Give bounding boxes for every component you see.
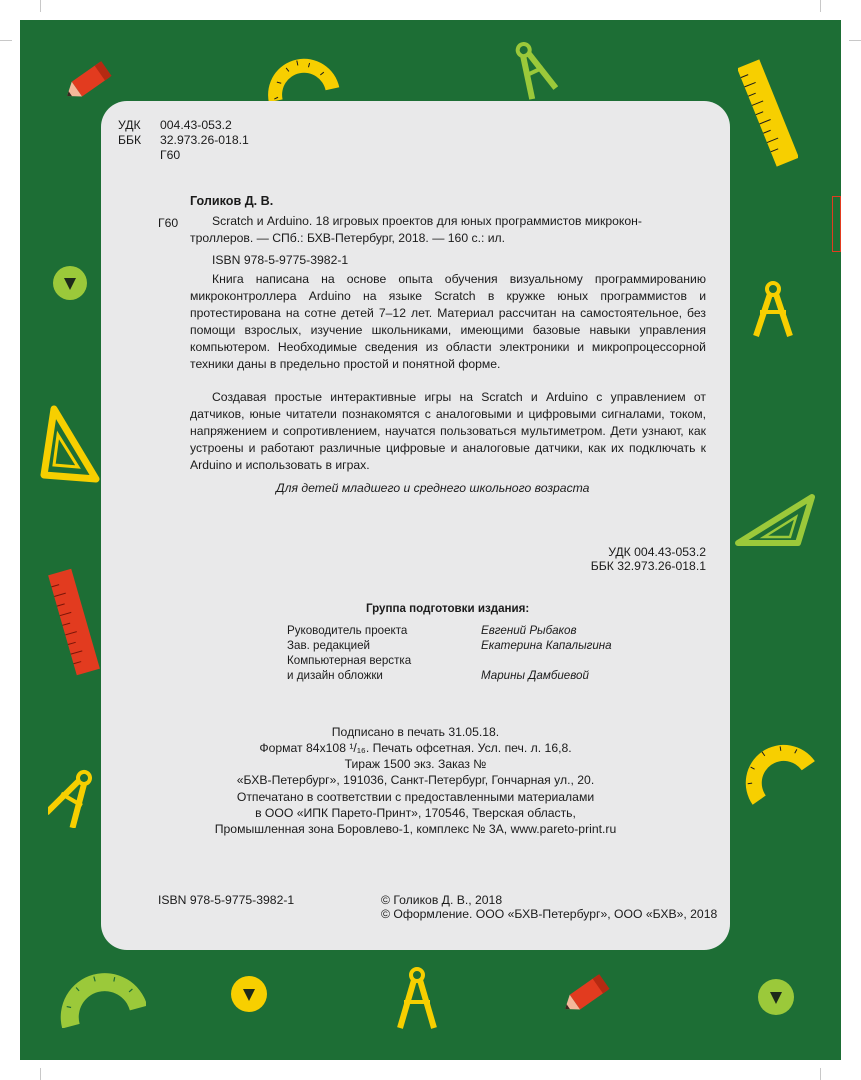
copyright-design: © Оформление. ООО «БХВ-Петербург», ООО «БХВ», 2018 [381,907,718,921]
protractor-icon [50,952,146,1028]
ruler-icon [738,58,798,168]
team-role: Компьютерная верстка [287,654,412,667]
udk-label: УДК [118,118,141,132]
compass-icon [392,966,442,1032]
team-member: Марины Дамбиевой [481,669,589,682]
sharpener-icon [230,975,268,1013]
author-code: Г60 [160,148,181,162]
crop-mark [820,1068,821,1080]
crop-mark [0,40,12,41]
team-member: Екатерина Капалыгина [481,639,612,652]
crop-mark [849,40,861,41]
bbk-value: 32.973.26-018.1 [160,133,249,147]
set-square-icon [40,405,100,483]
audience-note: Для детей младшего и среднего школьного возраста [276,481,590,495]
imprint-circulation: Тираж 1500 экз. Заказ № [344,757,487,771]
author-name: Голиков Д. В. [190,194,274,208]
set-square-icon [734,493,816,549]
crop-mark [40,1068,41,1080]
team-role: Зав. редакцией [287,639,371,652]
imprint-printed-2: в ООО «ИПК Парето-Принт», 170546, Тверская область, [255,806,576,820]
udk-right: УДК 004.43-053.2 [608,545,706,559]
imprint-signed: Подписано в печать 31.05.18. [331,725,500,739]
red-tab-icon [832,196,841,252]
compass-icon [746,280,800,340]
abstract-paragraph-2: Создавая простые интерактивные игры на Scratch и Arduino с управлением от датчиков, юные читатели познакомятся с аналоговыми и цифровыми сигналами, током, напряжением и сопротивлением, научатся пользоваться мультиметром. Дети узнают, как устроены и работают различные цифровые и аналоговые датчики, как их подключать к Arduino и использовать в играх. [190,390,706,472]
team-role: и дизайн обложки [287,669,383,682]
crop-mark [820,0,821,12]
imprint-publisher: «БХВ-Петербург», 191036, Санкт-Петербург, Гончарная ул., 20. [236,773,595,787]
sharpener-icon [52,265,88,301]
ruler-icon [46,568,102,676]
imprint-printed-3: Промышленная зона Боровлево-1, комплекс № 3А, www.pareto-print.ru [214,822,617,836]
protractor-icon [732,726,816,812]
team-member: Евгений Рыбаков [481,624,577,637]
bbk-right: ББК 32.973.26-018.1 [590,559,706,573]
title-line-1: Scratch и Arduino. 18 игровых проектов для юных программистов микрокон- [212,214,642,228]
side-code: Г60 [158,216,179,230]
abstract-paragraph-1: Книга написана на основе опыта обучения визуальному программированию микроконтроллера Arduino на языке Scratch в кружке юных программистов и протестирована на сотне детей 7–12 лет. Материал рассчитан на самостоятельное, без помощи взрослых, изучение школьниками, имеющими базовые навыки управления компьютером. Необходимые сведения из области электроники и микропроцессорной техники даны в предельно простой и понятной форме. [190,272,706,371]
imprint-printed-1: Отпечатано в соответствии с предоставленными материалами [236,790,595,804]
team-heading: Группа подготовки издания: [366,602,530,615]
compass-icon [48,766,98,828]
udk-value: 004.43-053.2 [160,118,232,132]
pencil-icon [560,968,616,1018]
bbk-label: ББК [118,133,142,147]
pencil-icon [62,55,118,105]
title-line-2: троллеров. — СПб.: БХВ-Петербург, 2018. — 160 с.: ил. [190,231,506,245]
isbn-line: ISBN 978-5-9775-3982-1 [212,253,349,267]
crop-mark [40,0,41,12]
protractor-icon [262,45,342,105]
imprint-format: Формат 84х108 ¹/₁₆. Печать офсетная. Усл. печ. л. 16,8. [259,741,572,755]
sharpener-icon [757,978,795,1016]
footer-isbn: ISBN 978-5-9775-3982-1 [158,893,295,907]
team-role: Руководитель проекта [287,624,408,637]
copyright-author: © Голиков Д. В., 2018 [381,893,503,907]
compass-icon [508,38,558,102]
